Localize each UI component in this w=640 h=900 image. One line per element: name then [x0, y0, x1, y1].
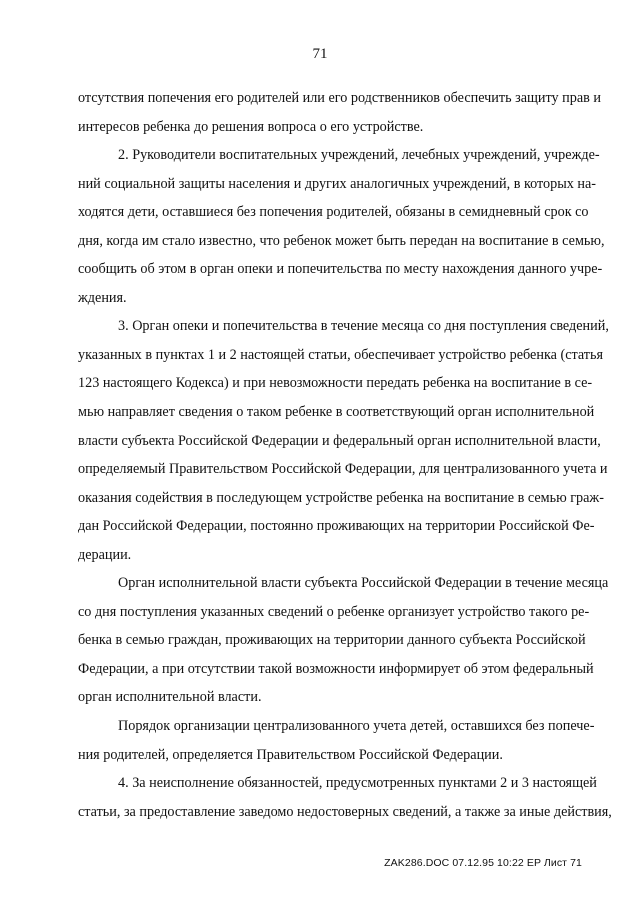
text-line: оказания содействия в последующем устройстве ребенка на воспитание в семью граж-	[78, 489, 604, 506]
document-footer: ZAK286.DOC 07.12.95 10:22 EP Лист 71	[384, 857, 582, 869]
text-line: указанных в пунктах 1 и 2 настоящей статьи, обеспечивает устройство ребенка (статья	[78, 346, 603, 363]
paragraph	[78, 769, 612, 826]
text-line: 123 настоящего Кодекса) и при невозможности передать ребенка на воспитание в се-	[78, 375, 593, 392]
text-line: власти субъекта Российской Федерации и федеральный орган исполнительной власти,	[78, 432, 601, 449]
text-line: Порядок организации централизованного учета детей, оставшихся без попече-	[118, 718, 595, 735]
text-line: дан Российской Федерации, постоянно проживающих на территории Российской Фе-	[78, 518, 595, 535]
paragraph	[78, 312, 609, 569]
text-line: дерации.	[78, 546, 132, 563]
text-line: сообщить об этом в орган опеки и попечительства по месту нахождения данного учре-	[78, 261, 603, 278]
text-line: статьи, за предоставление заведомо недостоверных сведений, а также за иные действия,	[78, 803, 612, 820]
text-line: бенка в семью граждан, проживающих на территории данного субъекта Российской	[78, 632, 586, 649]
text-line: со дня поступления указанных сведений о ребенке организует устройство такого ре-	[78, 603, 590, 620]
text-line: 4. За неисполнение обязанностей, предусмотренных пунктами 2 и 3 настоящей	[118, 775, 597, 792]
paragraph	[78, 84, 601, 141]
text-line: отсутствия попечения его родителей или его родственников обеспечить защиту прав и	[78, 90, 601, 106]
text-line: ния родителей, определяется Правительством Российской Федерации.	[78, 746, 503, 763]
text-line: 3. Орган опеки и попечительства в течение месяца со дня поступления сведений,	[118, 318, 609, 335]
text-line: дня, когда им стало известно, что ребенок может быть передан на воспитание в семью,	[78, 232, 605, 249]
paragraph	[78, 141, 605, 312]
text-line: Орган исполнительной власти субъекта Российской Федерации в течение месяца	[118, 575, 609, 592]
text-line: ний социальной защиты населения и других аналогичных учреждений, в которых на-	[78, 175, 597, 192]
text-line: ждения.	[78, 289, 127, 306]
paragraph	[78, 712, 595, 769]
text-line: определяемый Правительством Российской Федерации, для централизованного учета и	[78, 461, 608, 478]
paragraph	[78, 569, 609, 712]
page-number: 71	[312, 46, 328, 62]
text-line: орган исполнительной власти.	[78, 689, 262, 706]
text-line: мью направляет сведения о таком ребенке в соответствующий орган исполнительной	[78, 404, 595, 421]
text-line: Федерации, а при отсутствии такой возможности информирует об этом федеральный	[78, 660, 594, 677]
document-body	[78, 84, 612, 826]
text-line: ходятся дети, оставшиеся без попечения родителей, обязаны в семидневный срок со	[78, 204, 589, 221]
text-line: 2. Руководители воспитательных учреждений, лечебных учреждений, учрежде-	[118, 147, 600, 164]
text-line: интересов ребенка до решения вопроса о его устройстве.	[78, 118, 424, 135]
